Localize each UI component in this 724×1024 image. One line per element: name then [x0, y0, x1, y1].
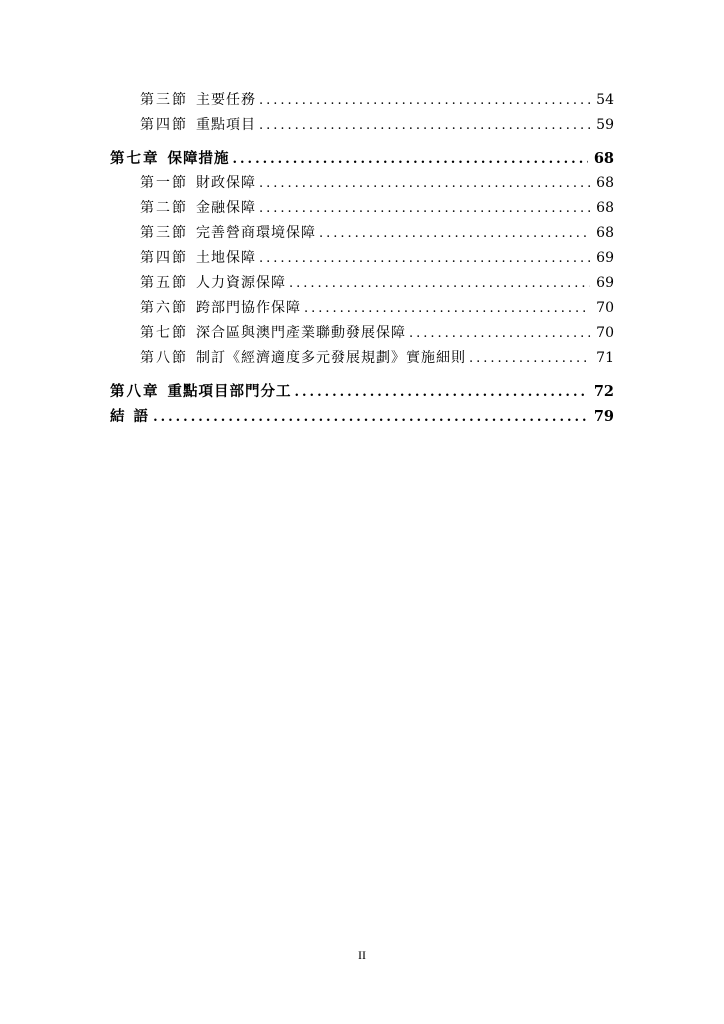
toc-entry-title: 重點項目	[196, 117, 256, 133]
toc-entry-page: 68	[596, 200, 614, 216]
toc-entry[interactable]	[110, 171, 614, 196]
dot-leader	[304, 296, 590, 321]
dot-leader	[289, 271, 590, 296]
toc-entry[interactable]	[110, 296, 614, 321]
toc-entry-page: 70	[596, 325, 614, 341]
toc-entry-number: 第五節	[140, 275, 188, 291]
toc-entry[interactable]	[110, 88, 614, 113]
dot-leader	[319, 221, 590, 246]
toc-entry-number: 第三節	[140, 225, 188, 241]
toc-entry[interactable]	[110, 346, 614, 371]
toc-entry[interactable]	[110, 246, 614, 271]
toc-entry-title: 跨部門協作保障	[196, 300, 301, 316]
toc-entry-page: 71	[596, 350, 614, 366]
dot-leader	[259, 246, 590, 271]
toc-entry-title: 財政保障	[196, 175, 256, 191]
toc-entry-page: 54	[596, 92, 614, 108]
toc-entry-title: 重點項目部門分工	[167, 383, 292, 400]
toc-entry-title: 完善營商環境保障	[196, 225, 316, 241]
toc-entry[interactable]	[110, 113, 614, 138]
toc-entry-title: 保障措施	[167, 150, 230, 167]
toc-chapter-entry[interactable]	[110, 379, 614, 404]
toc-entry-title: 金融保障	[196, 200, 256, 216]
toc-entry-title: 深合區與澳門產業聯動發展保障	[196, 325, 406, 341]
dot-leader	[259, 88, 590, 113]
toc-entry-title: 制訂《經濟適度多元發展規劃》實施細則	[196, 350, 466, 366]
toc-entry-number: 第四節	[140, 250, 188, 266]
toc-entry-page: 69	[596, 275, 614, 291]
toc-entry-number: 第二節	[140, 200, 188, 216]
toc-chapter-entry[interactable]	[110, 146, 614, 171]
toc-entry[interactable]	[110, 271, 614, 296]
dot-leader	[469, 346, 590, 371]
page-number-footer: II	[358, 948, 366, 962]
toc-entry-page: 68	[593, 150, 614, 167]
dot-leader	[259, 113, 590, 138]
toc-entry-number: 第八章	[110, 383, 160, 400]
toc-entry-page: 69	[596, 250, 614, 266]
toc-entry-number: 第一節	[140, 175, 188, 191]
toc-entry-number: 結 語	[110, 408, 151, 425]
table-of-contents	[110, 88, 614, 429]
dot-leader	[233, 147, 588, 172]
dot-leader	[409, 321, 590, 346]
toc-entry[interactable]	[110, 221, 614, 246]
toc-entry-number: 第三節	[140, 92, 188, 108]
toc-entry-title: 主要任務	[196, 92, 256, 108]
toc-entry[interactable]	[110, 321, 614, 346]
toc-entry-number: 第四節	[140, 117, 188, 133]
toc-entry-number: 第七節	[140, 325, 188, 341]
dot-leader	[153, 405, 588, 430]
toc-entry-page: 79	[593, 408, 614, 425]
toc-entry-number: 第六節	[140, 300, 188, 316]
dot-leader	[259, 171, 590, 196]
toc-entry[interactable]	[110, 196, 614, 221]
dot-leader	[295, 380, 588, 405]
toc-entry-number: 第八節	[140, 350, 188, 366]
toc-entry-page: 68	[596, 225, 614, 241]
toc-entry-number: 第七章	[110, 150, 160, 167]
toc-entry-page: 59	[596, 117, 614, 133]
toc-chapter-entry[interactable]	[110, 404, 614, 429]
toc-entry-page: 70	[596, 300, 614, 316]
toc-entry-title: 人力資源保障	[196, 275, 286, 291]
toc-entry-page: 68	[596, 175, 614, 191]
toc-entry-title: 土地保障	[196, 250, 256, 266]
toc-entry-page: 72	[593, 383, 614, 400]
dot-leader	[259, 196, 590, 221]
